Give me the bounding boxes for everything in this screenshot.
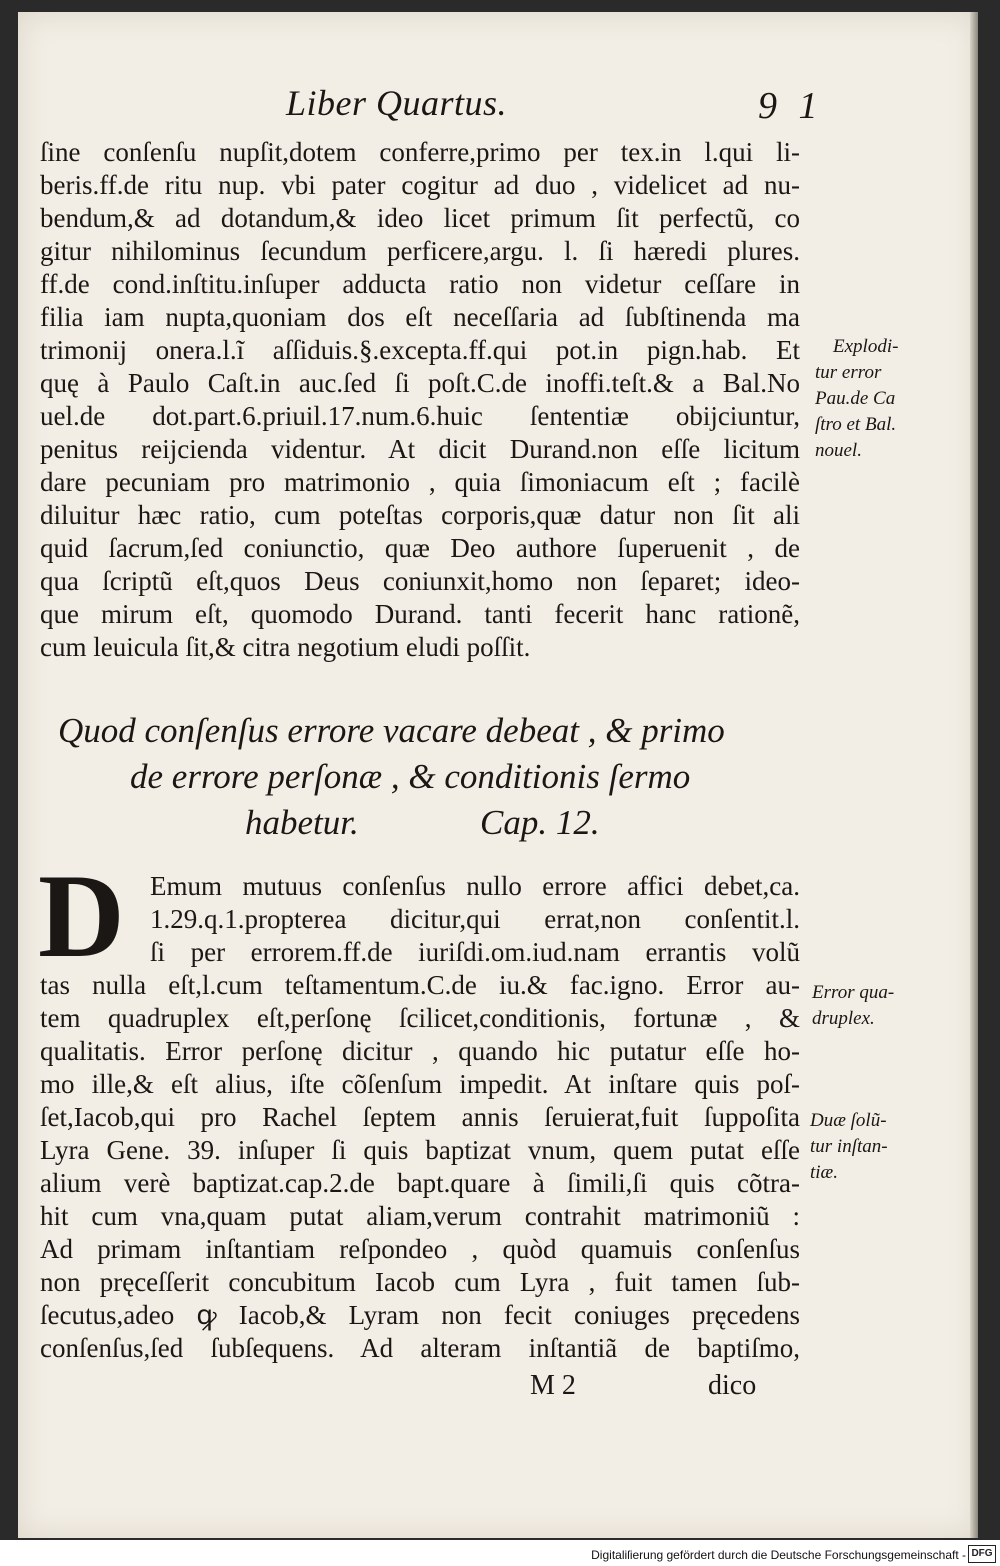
text-line: filia iam nupta,quoniam dos eſt neceſſaria ad ſubſtinenda ma — [40, 302, 800, 332]
chapter-number: Cap. 12. — [480, 803, 600, 842]
note-line: nouel. — [815, 440, 862, 461]
text-line: Lyra Gene. 39. inſuper ſi quis baptizat vnum, quem putat eſſe — [40, 1135, 800, 1165]
chapter-heading — [40, 708, 800, 848]
note-line: druplex. — [812, 1008, 875, 1029]
note-line: ſtro et Bal. — [815, 414, 897, 435]
text-line: qualitatis. Error perſonę dicitur , quando hic putatur eſſe ho- — [40, 1036, 800, 1066]
drop-cap-initial: D — [38, 849, 125, 982]
marginal-note-2 — [812, 980, 932, 1032]
note-line: Duæ ſolũ- — [810, 1110, 887, 1131]
text-line: que mirum eſt, quomodo Durand. tanti fecerit hanc rationẽ, — [40, 599, 800, 629]
text-line: ſi per errorem.ff.de iuriſdi.om.iud.nam errantis volũ — [150, 937, 800, 967]
text-line: ſine conſenſu nupſit,dotem conferre,primo per tex.in l.qui li- — [40, 137, 800, 167]
text-line: uel.de dot.part.6.priuil.17.num.6.huic ſententiæ obijciuntur, — [40, 401, 800, 431]
text-line: trimonij onera.l.ĩ aſſiduis.§.excepta.ff.qui pot.in pign.hab. Et — [40, 335, 800, 365]
running-title: Liber Quartus. — [286, 83, 508, 123]
text-line: Emum mutuus conſenſus nullo errore affici debet,ca. — [150, 871, 800, 901]
text-line: ſet,Iacob,qui pro Rachel ſeptem annis ſeruierat,fuit ſuppoſita — [40, 1102, 800, 1132]
text-line: dare pecuniam pro matrimonio , quia ſimoniacum eſt ; facilè — [40, 467, 800, 497]
dfg-logo: DFG — [968, 1545, 996, 1563]
text-line: quę à Paulo Caſt.in auc.ſed ſi poſt.C.de inoffi.teſt.& a Bal.No — [40, 368, 800, 398]
text-line: 1.29.q.1.propterea dicitur,qui errat,non conſentit.l. — [150, 904, 800, 934]
text-line: hit cum vna,quam putat aliam,verum contrahit matrimoniũ : — [40, 1201, 800, 1231]
note-line: tiæ. — [810, 1162, 838, 1183]
text-line: alium verè baptizat.cap.2.de bapt.quare à ſimili,ſi quis cõtra- — [40, 1168, 800, 1198]
note-line: Explodi- — [833, 336, 899, 357]
text-line: beris.ff.de ritu nup. vbi pater cogitur ad duo , videlicet ad nu- — [40, 170, 800, 200]
marginal-note-3 — [810, 1108, 930, 1186]
drop-cap-lines — [150, 870, 800, 969]
text-line: non pręceſſerit concubitum Iacob cum Lyra , fuit tamen ſub- — [40, 1267, 800, 1297]
marginal-note-1 — [815, 334, 935, 464]
text-line: tem quadruplex eſt,perſonę ſcilicet,conditionis, fortunæ , & — [40, 1003, 800, 1033]
text-line: ff.de cond.inſtitu.inſuper adducta ratio non videtur ceſſare in — [40, 269, 800, 299]
note-line: tur error — [815, 362, 882, 383]
text-line: quid ſacrum,ſed coniunctio, quæ Deo authore ſuperuenit , de — [40, 533, 800, 563]
signature-mark: M 2 — [530, 1370, 576, 1401]
text-line: penitus reijcienda videntur. At dicit Durand.non eſſe licitum — [40, 434, 800, 464]
text-line: tas nulla eſt,l.cum teſtamentum.C.de iu.& fac.igno. Error au- — [40, 970, 800, 1000]
page-edge — [970, 12, 978, 1538]
heading-line-3: habetur. — [245, 803, 359, 842]
text-block-1 — [40, 136, 800, 664]
text-line: Ad primam inſtantiam reſpondeo , quòd quamuis conſenſus — [40, 1234, 800, 1264]
catchword: dico — [708, 1370, 757, 1401]
text-line: ſecutus,adeo ꝙ Iacob,& Lyram non fecit coniuges pręcedens — [40, 1300, 800, 1330]
heading-line-1: Quod conſenſus errore vacare debeat , & primo — [58, 711, 725, 750]
note-line: Pau.de Ca — [815, 388, 896, 409]
text-line: diluitur hæc ratio, cum poteſtas corporis,quæ datur non ſit ali — [40, 500, 800, 530]
text-line: cum leuicula ſit,& citra negotium eludi poſſit. — [40, 632, 531, 662]
text-line: mo ille,& eſt alius, iſte cõſenſum impedit. At inſtare quis poſ- — [40, 1069, 800, 1099]
text-block-2 — [40, 969, 800, 1365]
text-line: gitur nihilominus ſecundum perficere,argu. l. ſi hæredi plures. — [40, 236, 800, 266]
page-number: 9 1 — [758, 85, 824, 127]
funding-credit: Digitaliſierung gefördert durch die Deutsche Forschungsgemeinschaft - — [591, 1548, 966, 1562]
heading-line-2: de errore perſonæ , & conditionis ſermo — [130, 757, 691, 796]
text-line: qua ſcriptũ eſt,quos Deus coniunxit,homo non ſeparet; ideo- — [40, 566, 800, 596]
text-line: conſenſus,ſed ſubſequens. Ad alteram inſtantiã de baptiſmo, — [40, 1333, 800, 1363]
note-line: tur inſtan- — [810, 1136, 888, 1157]
text-line: bendum,& ad dotandum,& ideo licet primum ſit perfectũ, co — [40, 203, 800, 233]
note-line: Error qua- — [812, 982, 895, 1003]
